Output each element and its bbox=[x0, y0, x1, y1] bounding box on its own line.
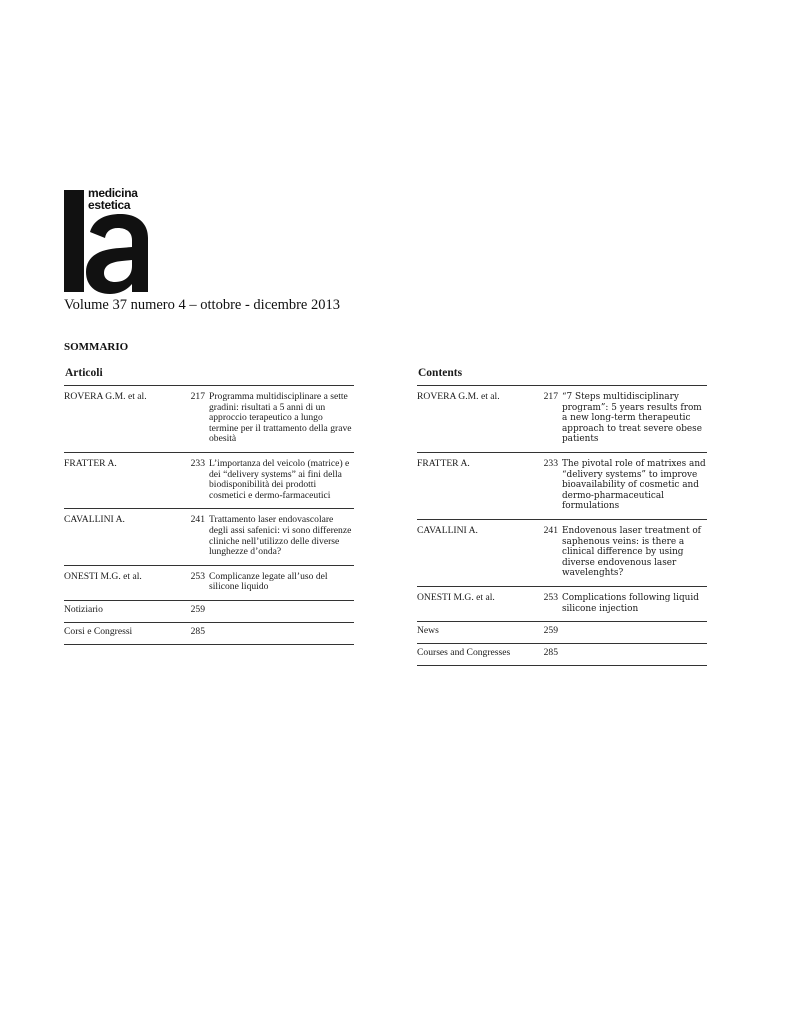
toc-section-label: Corsi e Congressi bbox=[64, 625, 133, 637]
toc-article-title: Trattamento laser endovascolare degli assi safenici: vi sono differenze cliniche nell’utilizzo delle diverse lunghezze d’onda? bbox=[209, 514, 352, 558]
toc-author: ROVERA G.M. et al. bbox=[64, 391, 147, 402]
toc-author: CAVALLINI A. bbox=[64, 514, 125, 526]
toc-row[interactable] bbox=[417, 644, 707, 666]
toc-article-title: Complicanze legate all’uso del silicone liquido bbox=[209, 570, 328, 593]
toc-article-title bbox=[562, 644, 706, 665]
toc-rows-italian bbox=[64, 385, 354, 645]
toc-row[interactable] bbox=[64, 601, 354, 623]
toc-page-number: 217 bbox=[543, 391, 558, 402]
toc-heading-articoli: Articoli bbox=[65, 367, 103, 379]
toc-article-title bbox=[209, 601, 353, 622]
logo-text-medicina: medicina bbox=[88, 186, 138, 200]
toc-heading-contents: Contents bbox=[418, 367, 463, 379]
toc-article-title: The pivotal role of matrixes and “delivery systems” to improve bioavailability of cosmetic and dermo-pharmaceutical formulations bbox=[562, 458, 706, 512]
toc-row[interactable] bbox=[417, 386, 707, 453]
toc-page-number: 241 bbox=[190, 514, 205, 526]
toc-author: FRATTER A. bbox=[417, 457, 470, 469]
journal-logo bbox=[64, 188, 154, 294]
sommario-heading: SOMMARIO bbox=[64, 341, 129, 353]
toc-page-number: 233 bbox=[543, 457, 558, 469]
toc-article-title: “7 Steps multidisciplinary program”: 5 years results from a new long-term therapeutic approach to treat severe obese patients bbox=[562, 392, 702, 445]
toc-page-number: 253 bbox=[543, 591, 558, 603]
toc-page-number: 253 bbox=[190, 570, 205, 582]
toc-author: ONESTI M.G. et al. bbox=[417, 591, 495, 603]
toc-row[interactable] bbox=[64, 453, 354, 509]
toc-page-number: 233 bbox=[190, 457, 205, 469]
volume-line: Volume 37 numero 4 – ottobre - dicembre 2013 bbox=[64, 297, 340, 313]
toc-row[interactable] bbox=[64, 386, 354, 453]
toc-section-label: Notiziario bbox=[64, 603, 103, 615]
toc-article-title bbox=[562, 622, 706, 643]
toc-page-number: 259 bbox=[543, 625, 558, 637]
toc-row[interactable] bbox=[417, 622, 707, 644]
toc-author: ONESTI M.G. et al. bbox=[64, 570, 142, 582]
toc-row[interactable] bbox=[417, 453, 707, 520]
toc-row[interactable] bbox=[64, 509, 354, 565]
toc-section-label: News bbox=[417, 625, 439, 637]
toc-row[interactable] bbox=[64, 566, 354, 601]
toc-page-number: 285 bbox=[543, 647, 558, 659]
toc-author: ROVERA G.M. et al. bbox=[417, 391, 500, 402]
logo-text-estetica: estetica bbox=[88, 198, 131, 212]
toc-article-title: L’importanza del veicolo (matrice) e dei “delivery systems” ai fini della biodisponibilità dei prodotti cosmetici e dermo-farmaceutici bbox=[209, 457, 350, 501]
toc-page-number: 259 bbox=[190, 603, 205, 615]
toc-page-number: 241 bbox=[543, 524, 558, 536]
toc-article-title: Complications following liquid silicone injection bbox=[562, 592, 699, 614]
logo-wordmark bbox=[88, 187, 138, 211]
toc-row[interactable] bbox=[64, 623, 354, 645]
toc-article-title: Programma multidisciplinare a sette gradini: risultati a 5 anni di un approccio terapeutico a lungo termine per il trattamento della grave obesità bbox=[209, 391, 352, 445]
toc-author: CAVALLINI A. bbox=[417, 524, 478, 536]
toc-rows-english bbox=[417, 385, 707, 666]
toc-row[interactable] bbox=[417, 587, 707, 622]
toc-article-title bbox=[209, 623, 353, 644]
toc-page-number: 285 bbox=[190, 625, 205, 637]
toc-english bbox=[417, 367, 707, 666]
toc-article-title: Endovenous laser treatment of saphenous veins: is there a clinical difference by using diverse endovenous laser wavelenghts? bbox=[562, 525, 701, 579]
toc-row[interactable] bbox=[417, 520, 707, 587]
toc-italian bbox=[64, 367, 354, 645]
toc-section-label: Courses and Congresses bbox=[417, 647, 511, 659]
toc-page-number: 217 bbox=[190, 391, 205, 402]
toc-author: FRATTER A. bbox=[64, 457, 117, 469]
